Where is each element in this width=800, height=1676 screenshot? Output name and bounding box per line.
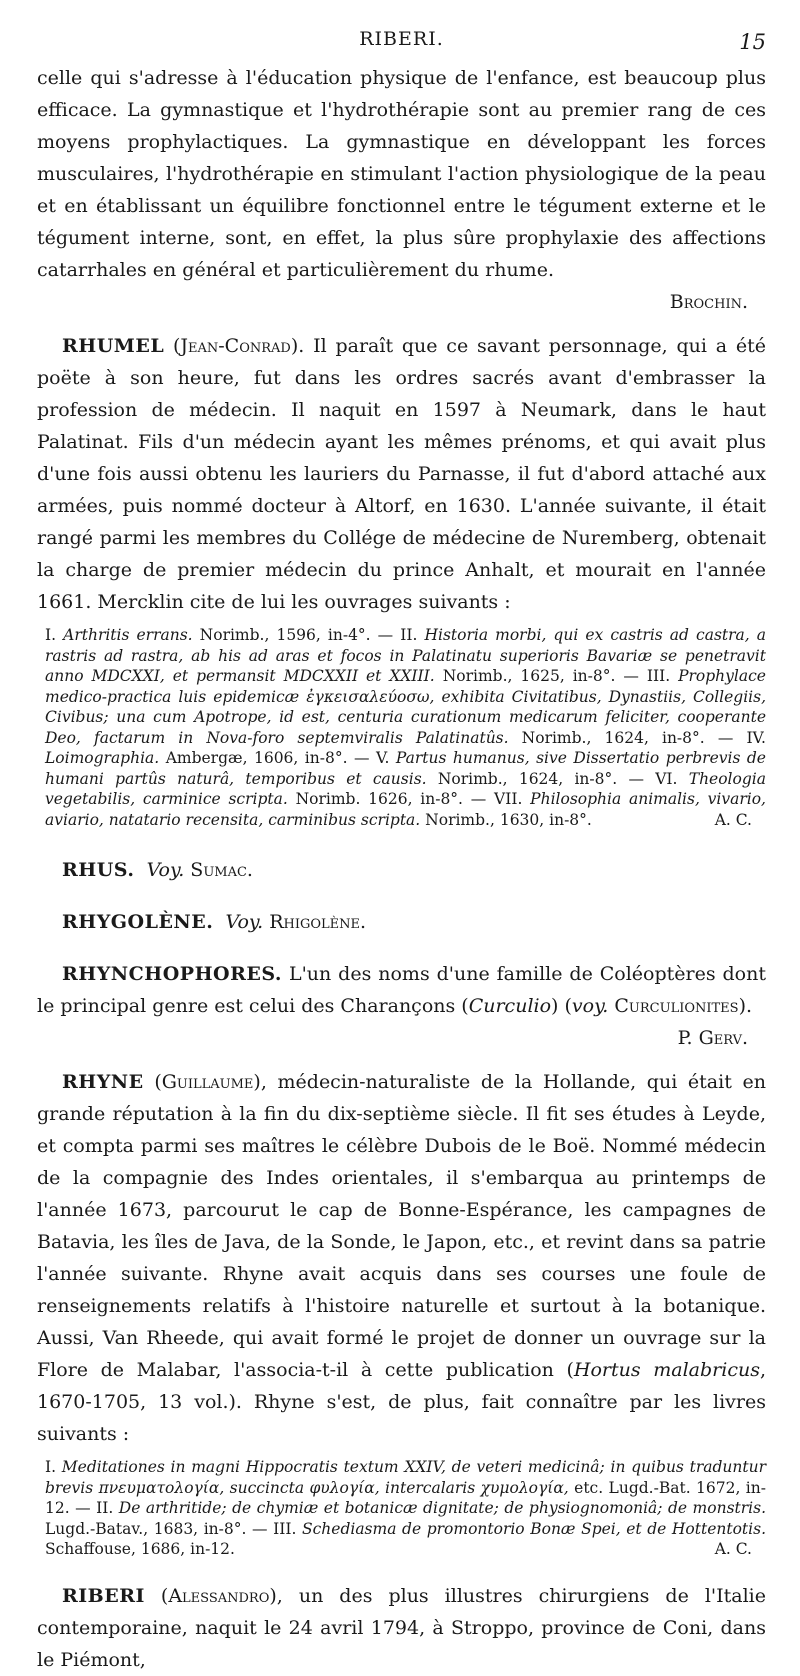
article-text: un des plus illustres chirurgiens de l'Italie contemporaine, naquit le 24 avril 1794, à Stroppo, province de Coni, dans le Piémont, bbox=[37, 1584, 766, 1671]
article-rhumel bbox=[37, 330, 766, 830]
work-entry: IV. Loimographia. Ambergæ, 1606, in-8°. — bbox=[45, 728, 766, 767]
article-headword: RHUMEL bbox=[62, 335, 165, 357]
running-title: RIBERI. bbox=[359, 28, 444, 50]
person-name: (Alessandro), bbox=[160, 1584, 283, 1607]
work-entry: I. Meditationes in magni Hippocratis textum XXIV, de veteri medicinâ; in quibus traduntur brevis πνευματολογία, succincta φυλογία, intercalaris χυμολογία, etc. Lugd.-Bat. 1672, in-12. — bbox=[45, 1458, 766, 1517]
work-entry: VII. Philosophia animalis, vivario, aviario, natatario recensita, carminibus scripta. Norimb., 1630, in-8°. bbox=[45, 790, 766, 829]
genus-name: Curculio bbox=[468, 995, 552, 1017]
page-header bbox=[37, 28, 766, 54]
work-entry: V. Partus humanus, sive Dissertatio perbrevis de humani partûs naturâ, temporibus et causis. Norimb., 1624, in-8°. — bbox=[45, 749, 766, 788]
article-rhume-continuation bbox=[37, 62, 766, 318]
cross-reference: Rhigolène. bbox=[269, 911, 367, 933]
cross-reference: Curculionites bbox=[614, 995, 739, 1017]
bibliography bbox=[37, 1457, 766, 1560]
see-also-label: Voy. bbox=[225, 911, 264, 933]
see-also-label: Voy. bbox=[146, 859, 185, 881]
article-headword: RHUS. bbox=[62, 859, 135, 881]
work-entry: I. Arthritis errans. Norimb., 1596, in-4°. — bbox=[45, 626, 394, 644]
article-text: Il paraît que ce savant personnage, qui a été poëte à son heure, fut dans les ordres sacrés avant d'embrasser la profession de médecin. Il naquit en 1597 à Neumark, dans le haut Palatinat. Fils d'un médecin ayant les mêmes prénoms, et qui avait plus d'une fois aussi obtenu les lauriers du Parnasse, il fut d'abord attaché aux armées, puis nommé docteur à Altorf, en 1630. L'année suivante, il était rangé parmi les membres du Collége de médecine de Nuremberg, obtenait la charge de premier médecin du prince Anhalt, et mourait en l'année 1661. Mercklin cite de lui les ouvrages suivants : bbox=[37, 335, 767, 613]
work-entry: III. Prophylace medico-practica luis epidemicæ ἐγκεισαλεύοσω, exhibita Civitatibus, Dynastiis, Collegiis, Civibus; una cum Apotrope, id est, centuria curationum medicarum feliciter, cooperante Deo, factarum in Nova-foro septemviralis Palatinatûs. Norimb., 1624, in-8°. — bbox=[45, 667, 766, 747]
work-entry: III. Schediasma de promontorio Bonæ Spei, et de Hottentotis. Schaffouse, 1686, in-12. bbox=[45, 1519, 767, 1558]
person-name: (Guillaume), bbox=[154, 1071, 267, 1093]
work-title: Hortus malabricus bbox=[573, 1359, 760, 1381]
article-headword: RHYNE bbox=[62, 1071, 144, 1093]
article-riberi bbox=[37, 1580, 766, 1676]
work-entry: VI. Theologia vegetabilis, carminice scripta. Norimb. 1626, in-8°. — bbox=[45, 769, 766, 808]
work-entry: II. De arthritide; de chymiæ et botanicæ dignitate; de physiognomoniâ; de monstris. Lugd.-Batav., 1683, in-8°. — bbox=[45, 1499, 767, 1538]
article-rhus bbox=[37, 854, 766, 886]
article-headword: RIBERI bbox=[62, 1584, 145, 1607]
author-signature: A. C. bbox=[714, 1540, 752, 1558]
article-paragraph bbox=[37, 330, 766, 618]
article-rhyne bbox=[37, 1066, 766, 1560]
see-also-label: voy. bbox=[571, 995, 609, 1017]
cross-reference: Sumac. bbox=[190, 859, 253, 881]
article-headword: RHYNCHOPHORES. bbox=[62, 963, 283, 985]
article-headword: RHYGOLÈNE. bbox=[62, 911, 214, 933]
article-text: L'un des noms d'une famille de Coléoptères dont le principal genre est celui des Charançons ( bbox=[37, 963, 766, 1017]
article-rhygolene bbox=[37, 906, 766, 938]
article-rhynchophores: RHYNCHOPHORES. L'un des noms d'une famille de Coléoptères dont le principal genre est celui des Charançons (Curculio) (voy. Curculionites). P. Gerv. bbox=[37, 958, 766, 1054]
page-number: 15 bbox=[739, 30, 766, 54]
page-body bbox=[37, 62, 766, 1676]
article-text: celle qui s'adresse à l'éducation physique de l'enfance, est beaucoup plus efficace. La gymnastique et l'hydrothérapie sont au premier rang de ces moyens prophylactiques. La gymnastique en développant les forces musculaires, l'hydrothérapie en stimulant l'action physiologique de la peau et en établissant un équilibre fonctionnel entre le tégument externe et le tégument interne, sont, en effet, la plus sûre prophylaxie des affections catarrhales en général et particulièrement du rhume. bbox=[37, 67, 766, 281]
article-paragraph: RHYNE (Guillaume), médecin-naturaliste de la Hollande, qui était en grande réputation à la fin du dix-septième siècle. Il fit ses études à Leyde, et compta parmi ses maîtres le célèbre Dubois de le Boë. Nommé médecin de la compagnie des Indes orientales, il s'embarqua au printemps de l'année 1673, parcourut le cap de Bonne-Espérance, les campagnes de Batavia, les îles de Java, de la Sonde, le Japon, etc., et revint dans sa patrie l'année suivante. Rhyne avait acquis dans ses courses une foule de renseignements relatifs à l'histoire naturelle et surtout à la botanique. Aussi, Van Rheede, qui avait formé le projet de donner un ouvrage sur la Flore de Malabar, l'associa-t-il à cette publication (Hortus malabricus, 1670-1705, 13 vol.). Rhyne s'est, de plus, fait connaître par les livres suivants : bbox=[37, 1071, 766, 1445]
author-signature: A. C. bbox=[714, 810, 752, 829]
bibliography bbox=[37, 625, 766, 830]
author-signature: Brochin. bbox=[669, 291, 748, 313]
person-name: (Jean-Conrad). bbox=[172, 335, 305, 357]
author-signature: P. Gerv. bbox=[677, 1027, 748, 1049]
work-entry: II. Historia morbi, qui ex castris ad castra, a rastris ad rastra, ab his ad aras et focos in Palatinatu superioris Bavariæ se penetravit anno MDCXXI, et permansit MDCXXII et XXIII. Norimb., 1625, in-8°. — bbox=[45, 626, 766, 685]
article-text: médecin-naturaliste de la Hollande, qui était en grande réputation à la fin du dix-septième siècle. Il fit ses études à Leyde, et compta parmi ses maîtres le célèbre Dubois de le Boë. Nommé médecin de la compagnie des Indes orientales, il s'embarqua au printemps de l'année 1673, parcourut le cap de Bonne-Espérance, les campagnes de Batavia, les îles de Java, de la Sonde, le Japon, etc., et revint dans sa patrie l'année suivante. Rhyne avait acquis dans ses courses une foule de renseignements relatifs à l'histoire naturelle et surtout à la botanique. Aussi, Van Rheede, qui avait formé le projet de donner un ouvrage sur la Flore de Malabar, l'associa-t-il à cette publication ( bbox=[37, 1071, 766, 1381]
